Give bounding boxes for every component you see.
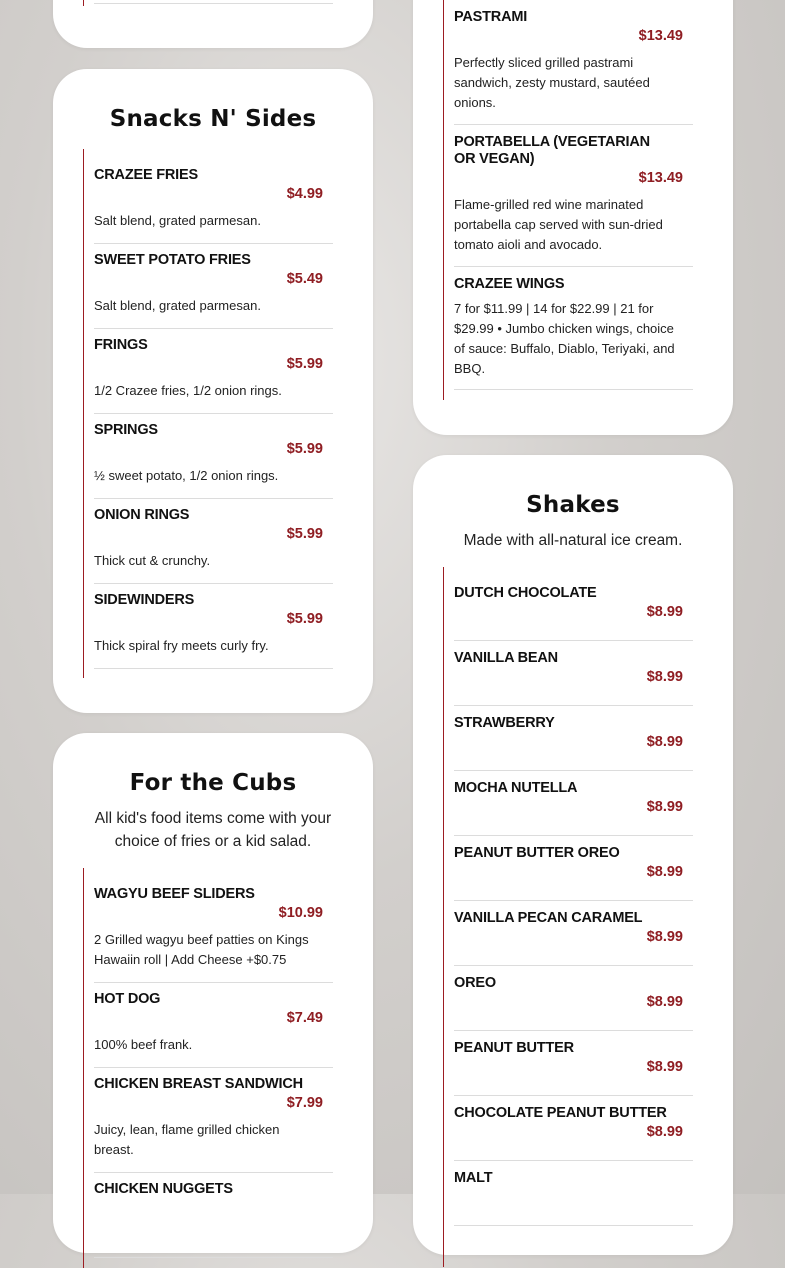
item-price: $8.99 <box>646 669 683 685</box>
item-price: $7.99 <box>286 1095 323 1111</box>
item-name: SPRINGS <box>94 422 158 438</box>
item-price: $5.49 <box>286 271 323 287</box>
item-price: $8.99 <box>646 604 683 620</box>
item-name: SIDEWINDERS <box>94 592 195 608</box>
item-description: 2 Grilled wagyu beef patties on Kings Hawaiin roll | Add Cheese +$0.75 <box>94 932 309 967</box>
menu-item[interactable] <box>94 505 333 584</box>
item-description: Perfectly sliced grilled pastrami sandwich, zesty mustard, sautéed onions. <box>454 55 650 110</box>
menu-item[interactable] <box>454 274 693 390</box>
menu-item-list <box>83 149 334 678</box>
section-title: Shakes <box>526 492 620 518</box>
section-subtitle: All kid's food items come with your choice of fries or a kid salad. <box>94 810 332 850</box>
menu-item[interactable] <box>94 1074 333 1173</box>
item-name: FRINGS <box>94 337 148 353</box>
item-name: STRAWBERRY <box>454 715 555 731</box>
item-name: MALT <box>454 1170 493 1186</box>
item-price: $13.49 <box>638 170 683 186</box>
item-name: CRAZEE WINGS <box>454 276 565 292</box>
item-price: $5.99 <box>286 356 323 372</box>
item-price: $4.99 <box>286 186 323 202</box>
item-description: Juicy, lean, flame grilled chicken breast. <box>94 1122 280 1157</box>
menu-item[interactable] <box>94 165 333 244</box>
item-name: MOCHA NUTELLA <box>454 780 578 796</box>
menu-item[interactable] <box>454 973 693 1031</box>
menu-card-sandwiches <box>413 0 733 435</box>
item-price: $8.99 <box>646 929 683 945</box>
menu-item[interactable] <box>454 908 693 966</box>
menu-item[interactable] <box>454 778 693 836</box>
menu-item[interactable] <box>454 843 693 901</box>
item-price: $8.99 <box>646 734 683 750</box>
item-name: VANILLA PECAN CARAMEL <box>454 910 643 926</box>
menu-item-list <box>83 868 334 1268</box>
menu-item[interactable] <box>454 1038 693 1096</box>
item-name: CHICKEN BREAST SANDWICH <box>94 1076 303 1092</box>
item-description: Salt blend, grated parmesan. <box>94 213 261 228</box>
item-price: $13.49 <box>638 28 683 44</box>
item-price: $8.99 <box>646 1124 683 1140</box>
section-title: Snacks N' Sides <box>109 106 317 132</box>
item-divider <box>94 3 333 4</box>
item-description: Flame-grilled red wine marinated portabella cap served with sun-dried tomato aioli and avocado. <box>454 197 663 252</box>
menu-item[interactable] <box>454 7 693 125</box>
item-name: HOT DOG <box>94 991 161 1007</box>
menu-card-cubs <box>53 733 373 1253</box>
menu-item[interactable] <box>454 583 693 641</box>
item-description: ½ sweet potato, 1/2 onion rings. <box>94 468 279 483</box>
menu-item[interactable] <box>94 335 333 414</box>
item-name: PEANUT BUTTER OREO <box>454 845 620 861</box>
menu-item[interactable] <box>94 250 333 329</box>
menu-item[interactable] <box>454 132 693 267</box>
item-description: Thick cut & crunchy. <box>94 553 211 568</box>
item-description: Salt blend, grated parmesan. <box>94 298 261 313</box>
menu-item[interactable] <box>454 648 693 706</box>
item-name: VANILLA BEAN <box>454 650 558 666</box>
menu-card-shakes <box>413 455 733 1255</box>
item-name: PORTABELLA (VEGETARIAN OR VEGAN) <box>454 134 650 167</box>
item-name: PASTRAMI <box>454 9 528 25</box>
menu-item-list <box>443 567 694 1267</box>
item-price: $5.99 <box>286 526 323 542</box>
item-name: CRAZEE FRIES <box>94 167 198 183</box>
item-price: $7.49 <box>286 1010 323 1026</box>
item-price: $5.99 <box>286 611 323 627</box>
item-name: SWEET POTATO FRIES <box>94 252 251 268</box>
menu-item[interactable] <box>94 590 333 669</box>
item-description: 1/2 Crazee fries, 1/2 onion rings. <box>94 383 282 398</box>
menu-item[interactable] <box>94 989 333 1068</box>
item-name: PEANUT BUTTER <box>454 1040 574 1056</box>
item-name: CHICKEN NUGGETS <box>94 1181 233 1197</box>
section-subtitle: Made with all-natural ice cream. <box>463 532 683 549</box>
item-name: CHOCOLATE PEANUT BUTTER <box>454 1105 667 1121</box>
item-name: ONION RINGS <box>94 507 190 523</box>
item-name: OREO <box>454 975 496 991</box>
menu-item[interactable] <box>94 884 333 983</box>
menu-card-snacks <box>53 69 373 713</box>
item-price: $8.99 <box>646 864 683 880</box>
menu-item-list <box>443 0 694 400</box>
item-price: $8.99 <box>646 994 683 1010</box>
section-title: For the Cubs <box>129 770 297 796</box>
menu-item[interactable] <box>94 1179 333 1258</box>
menu-card-previous <box>53 0 373 48</box>
item-description: 100% beef frank. <box>94 1037 193 1052</box>
menu-item[interactable] <box>454 1103 693 1161</box>
item-name: DUTCH CHOCOLATE <box>454 585 597 601</box>
item-description: Thick spiral fry meets curly fry. <box>94 638 269 653</box>
item-price: $10.99 <box>278 905 323 921</box>
card-list-rule <box>83 0 84 6</box>
item-name: WAGYU BEEF SLIDERS <box>94 886 255 902</box>
menu-item[interactable] <box>454 1168 693 1226</box>
item-price: $5.99 <box>286 441 323 457</box>
menu-item[interactable] <box>94 420 333 499</box>
item-price: $8.99 <box>646 799 683 815</box>
item-price: $8.99 <box>646 1059 683 1075</box>
menu-item[interactable] <box>454 713 693 771</box>
item-description: 7 for $11.99 | 14 for $22.99 | 21 for $29.99 • Jumbo chicken wings, choice of sauce: Buffalo, Diablo, Teriyaki, and BBQ. <box>454 301 675 376</box>
